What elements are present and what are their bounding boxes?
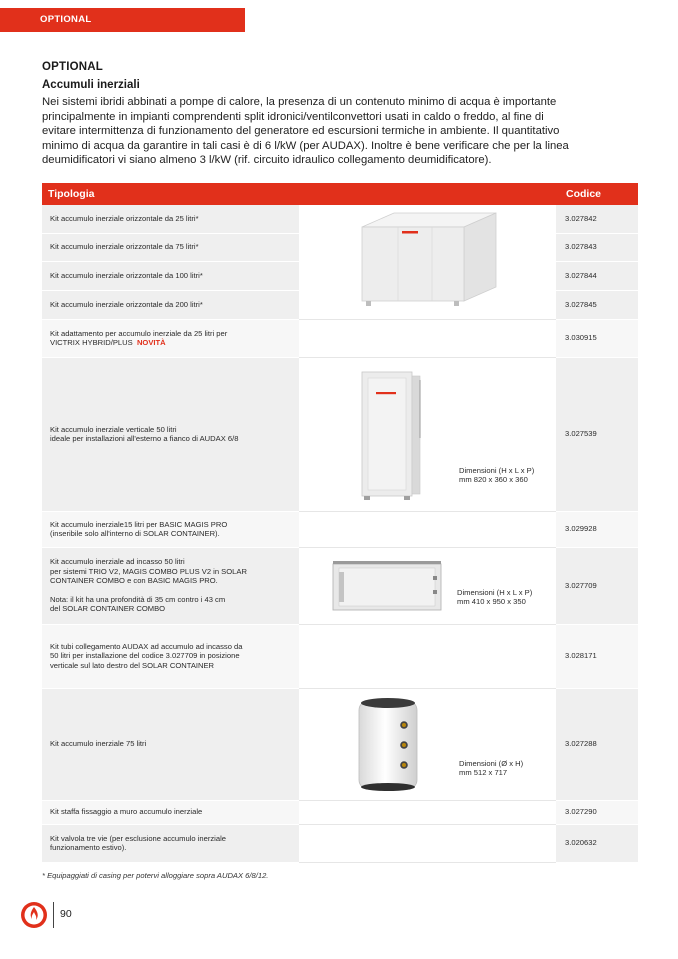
- dims-line: Dimensioni (Ø x H): [459, 758, 524, 768]
- row-description: [42, 511, 299, 547]
- dims-line: mm 410 x 950 x 350: [457, 597, 526, 607]
- row-description: [42, 688, 299, 800]
- product-image-cell: [299, 357, 556, 511]
- desc-line: Kit accumulo inerziale15 litri per BASIC MAGIS PRO: [50, 519, 228, 529]
- row-code: 3.027709: [556, 547, 638, 624]
- row-code: 3.028171: [556, 624, 638, 688]
- product-image-cell: [299, 205, 556, 319]
- desc-line: [50, 586, 293, 595]
- dims-line: Dimensioni (H x L x P): [457, 587, 533, 597]
- desc-line: VICTRIX HYBRID/PLUS: [50, 338, 133, 347]
- vertical-tank-image: [354, 368, 434, 503]
- desc-line: CONTAINER COMBO e con BASIC MAGIS PRO.: [50, 576, 218, 586]
- builtin-tank-image: [329, 558, 449, 616]
- desc-line: del SOLAR CONTAINER COMBO: [50, 604, 166, 614]
- table-row: [42, 319, 638, 357]
- section-tab: OPTIONAL: [0, 8, 245, 32]
- intro-paragraph: [42, 95, 642, 168]
- footer-divider: [53, 902, 54, 928]
- row-description: [42, 290, 299, 319]
- table-row: [42, 824, 638, 862]
- product-table: [42, 183, 638, 863]
- table-row: [42, 547, 638, 624]
- row-code: 3.027288: [556, 688, 638, 800]
- desc-line: Kit accumulo inerziale orizzontale da 25 litri*: [50, 214, 199, 224]
- col-header-codice: Codice: [556, 183, 638, 205]
- horizontal-tank-image: [354, 209, 504, 309]
- table-row: [42, 624, 638, 688]
- product-image-cell: [299, 547, 556, 624]
- product-image-cell: [299, 800, 556, 824]
- page-number: 90: [60, 908, 72, 920]
- row-code: 3.020632: [556, 824, 638, 862]
- desc-line: funzionamento estivo).: [50, 843, 127, 852]
- desc-line: ideale per installazioni all'esterno a fianco di AUDAX 6/8: [50, 434, 239, 443]
- table-row: [42, 511, 638, 547]
- row-code: 3.029928: [556, 511, 638, 547]
- desc-line: Kit adattamento per accumulo inerziale da 25 litri per: [50, 328, 228, 338]
- desc-line: Kit accumulo inerziale orizzontale da 75 litri*: [50, 242, 199, 252]
- row-code: 3.027539: [556, 357, 638, 511]
- row-code: 3.027845: [556, 290, 638, 319]
- desc-line: 50 litri per installazione del codice 3.027709 in posizione: [50, 651, 240, 661]
- row-code: 3.027290: [556, 800, 638, 824]
- dims-line: mm 512 x 717: [459, 768, 508, 778]
- row-description: [42, 800, 299, 824]
- row-description: [42, 233, 299, 261]
- dims-line: Dimensioni (H x L x P): [459, 465, 535, 475]
- intro-line: deumidificatori vi siano almeno 3 l/kW (rif. circuito idraulico collegamento deumidificatore).: [42, 154, 492, 167]
- product-image-cell: [299, 319, 556, 357]
- novita-badge: NOVITÀ: [136, 338, 166, 347]
- intro-line: evitare intermittenza di funzionamento del generatore ed escursioni termiche in ambiente. Il quantitativo: [42, 125, 560, 138]
- desc-line: Kit accumulo inerziale ad incasso 50 litri: [50, 557, 185, 567]
- desc-line: Kit valvola tre vie (per esclusione accumulo inerziale: [50, 833, 227, 843]
- desc-line: Kit staffa fissaggio a muro accumulo inerziale: [50, 807, 203, 817]
- row-code: 3.027843: [556, 233, 638, 261]
- intro-line: minimo di acqua da garantire in tali casi è di 6 l/kW (per AUDAX). Inoltre è bene verificare che per la linea: [42, 139, 569, 152]
- desc-line: (inseribile solo all'interno di SOLAR CONTAINER).: [50, 529, 220, 538]
- desc-line: Kit tubi collegamento AUDAX ad accumulo ad incasso da: [50, 641, 243, 651]
- table-row: [42, 357, 638, 511]
- page-title: OPTIONAL: [42, 61, 104, 73]
- section-subtitle: Accumuli inerziali: [42, 79, 140, 91]
- dimensions-label: [457, 588, 532, 607]
- footnote: * Equipaggiati di casing per potervi alloggiare sopra AUDAX 6/8/12.: [42, 871, 269, 880]
- row-description: [42, 205, 299, 233]
- row-description: [42, 319, 299, 357]
- row-code: 3.030915: [556, 319, 638, 357]
- desc-line: Nota: il kit ha una profondità di 35 cm contro i 43 cm: [50, 594, 226, 604]
- product-image-cell: [299, 824, 556, 862]
- table-row: [42, 205, 638, 233]
- dimensions-label: [459, 759, 523, 778]
- desc-line: Kit accumulo inerziale verticale 50 litri: [50, 424, 177, 434]
- cylinder-tank-image: [354, 695, 424, 795]
- col-header-tipologia: Tipologia: [42, 183, 556, 205]
- product-image-cell: [299, 511, 556, 547]
- table-row: [42, 688, 638, 800]
- desc-line: per sistemi TRIO V2, MAGIS COMBO PLUS V2 in SOLAR: [50, 566, 247, 576]
- desc-line: Kit accumulo inerziale orizzontale da 100 litri*: [50, 270, 203, 280]
- desc-line: verticale sul lato destro del SOLAR CONTAINER: [50, 660, 215, 670]
- table-header: [42, 183, 638, 205]
- intro-line: Nei sistemi ibridi abbinati a pompe di calore, la presenza di un contenuto minimo di acqua è importante: [42, 96, 557, 108]
- row-description: [42, 824, 299, 862]
- desc-line: Kit accumulo inerziale orizzontale da 200 litri*: [50, 299, 203, 309]
- row-description: [42, 624, 299, 688]
- row-code: 3.027842: [556, 205, 638, 233]
- product-image-cell: [299, 624, 556, 688]
- row-description: [42, 261, 299, 290]
- intro-line: principalmente in impianti comprendenti split idronici/ventilconvettori usati in caldo o freddo, al fine di: [42, 110, 544, 123]
- row-description: [42, 547, 299, 624]
- dims-line: mm 820 x 360 x 360: [459, 475, 528, 485]
- dimensions-label: [459, 466, 534, 485]
- row-code: 3.027844: [556, 261, 638, 290]
- desc-line: Kit accumulo inerziale 75 litri: [50, 739, 147, 749]
- row-description: [42, 357, 299, 511]
- brand-logo-icon: [20, 901, 48, 929]
- product-image-cell: [299, 688, 556, 800]
- table-row: [42, 800, 638, 824]
